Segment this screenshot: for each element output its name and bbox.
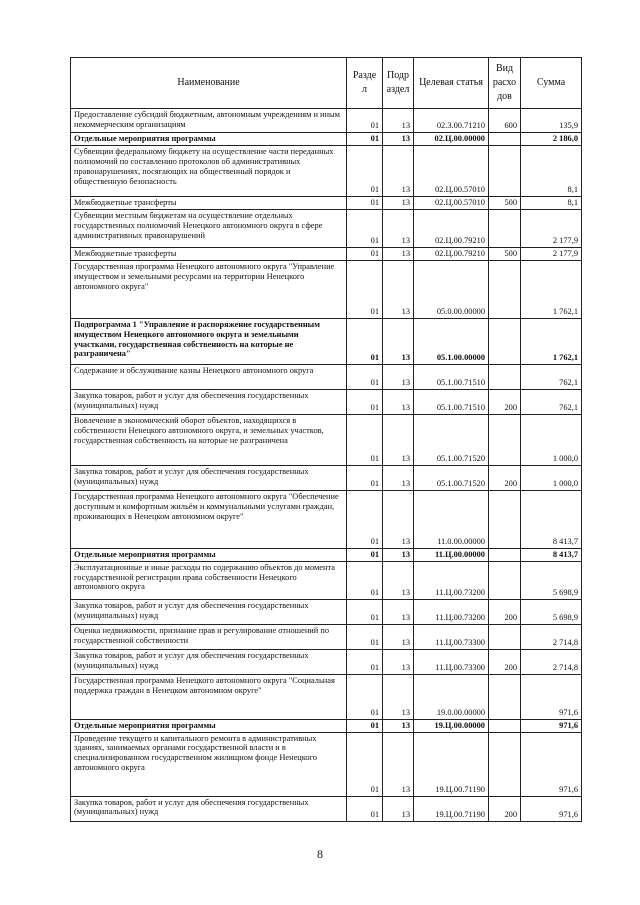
cell-sum: 971,6 — [521, 732, 582, 796]
cell-razdel: 01 — [347, 133, 383, 146]
cell-name: Государственная программа Ненецкого автономного округа "Управление имуществом и земельными ресурсами на территории Ненецкого автономного округа" — [71, 260, 347, 318]
cell-razdel: 01 — [347, 732, 383, 796]
cell-vid: 500 — [489, 247, 521, 260]
cell-podrazdel: 13 — [383, 260, 414, 318]
cell-vid: 200 — [489, 389, 521, 414]
cell-razdel: 01 — [347, 389, 383, 414]
cell-name: Государственная программа Ненецкого автономного округа "Обеспечение доступным и комфортным жильём и коммунальными услугами граждан, проживающих в Ненецком автономном округе" — [71, 490, 347, 548]
cell-target: 19.Ц.00.71190 — [414, 796, 489, 821]
cell-name: Содержание и обслуживание казны Ненецкого автономного округа — [71, 364, 347, 389]
cell-target: 11.0.00.00000 — [414, 490, 489, 548]
cell-podrazdel: 13 — [383, 364, 414, 389]
cell-podrazdel: 13 — [383, 389, 414, 414]
cell-sum: 8 413,7 — [521, 548, 582, 561]
cell-target: 02.Ц.00.79210 — [414, 247, 489, 260]
cell-name: Государственная программа Ненецкого автономного округа "Социальная поддержка граждан в Ненецком автономном округе" — [71, 674, 347, 719]
cell-sum: 2 177,9 — [521, 209, 582, 247]
cell-razdel: 01 — [347, 624, 383, 649]
cell-razdel: 01 — [347, 318, 383, 364]
cell-target: 11.Ц.00.73200 — [414, 561, 489, 599]
cell-vid — [489, 674, 521, 719]
cell-name: Закупка товаров, работ и услуг для обеспечения государственных (муниципальных) нужд — [71, 599, 347, 624]
cell-sum: 2 186,0 — [521, 133, 582, 146]
cell-vid — [489, 732, 521, 796]
cell-razdel: 01 — [347, 649, 383, 674]
cell-sum: 2 177,9 — [521, 247, 582, 260]
cell-razdel: 01 — [347, 109, 383, 133]
cell-razdel: 01 — [347, 196, 383, 209]
cell-podrazdel: 13 — [383, 674, 414, 719]
cell-razdel: 01 — [347, 145, 383, 196]
cell-sum: 762,1 — [521, 389, 582, 414]
cell-target: 05.1.00.71510 — [414, 389, 489, 414]
cell-name: Оценка недвижимости, признание прав и регулирование отношений по государственной собственности — [71, 624, 347, 649]
cell-vid — [489, 364, 521, 389]
page-number: 8 — [317, 847, 323, 861]
cell-podrazdel: 13 — [383, 732, 414, 796]
cell-name: Закупка товаров, работ и услуг для обеспечения государственных (муниципальных) нужд — [71, 465, 347, 490]
table-row — [71, 133, 582, 146]
cell-name: Вовлечение в экономический оборот объектов, находящихся в собственности Ненецкого автономного округа, и земельных участков, государственная собственность на которые не разграничена — [71, 414, 347, 465]
cell-target: 19.Ц.00.00000 — [414, 719, 489, 732]
cell-target: 05.1.00.71510 — [414, 364, 489, 389]
cell-sum: 8,1 — [521, 196, 582, 209]
cell-vid: 200 — [489, 465, 521, 490]
cell-name: Отдельные мероприятия программы — [71, 548, 347, 561]
table-row — [71, 465, 582, 490]
header-podrazdel: Подр аздел — [383, 58, 414, 109]
cell-name: Закупка товаров, работ и услуг для обеспечения государственных (муниципальных) нужд — [71, 796, 347, 821]
cell-name: Предоставление субсидий бюджетным, автономным учреждениям и иным некоммерческим организациям — [71, 109, 347, 133]
cell-podrazdel: 13 — [383, 109, 414, 133]
cell-podrazdel: 13 — [383, 133, 414, 146]
cell-sum: 5 698,9 — [521, 599, 582, 624]
table-row — [71, 109, 582, 133]
cell-sum: 5 698,9 — [521, 561, 582, 599]
table-row — [71, 364, 582, 389]
cell-razdel: 01 — [347, 364, 383, 389]
cell-sum: 1 762,1 — [521, 260, 582, 318]
table-row — [71, 260, 582, 318]
cell-target: 02.Ц.00.00000 — [414, 133, 489, 146]
table-row — [71, 796, 582, 821]
cell-vid — [489, 145, 521, 196]
cell-target: 02.Ц.00.57010 — [414, 196, 489, 209]
table-row — [71, 247, 582, 260]
table-row — [71, 145, 582, 196]
cell-razdel: 01 — [347, 260, 383, 318]
cell-vid: 200 — [489, 796, 521, 821]
table-row — [71, 719, 582, 732]
cell-target: 11.Ц.00.73300 — [414, 624, 489, 649]
cell-vid — [489, 624, 521, 649]
cell-podrazdel: 13 — [383, 548, 414, 561]
table-row — [71, 318, 582, 364]
cell-sum: 971,6 — [521, 796, 582, 821]
cell-name: Эксплуатационные и иные расходы по содержанию объектов до момента государственной регистрации права собственности Ненецкого автономного округа — [71, 561, 347, 599]
cell-podrazdel: 13 — [383, 624, 414, 649]
cell-target: 11.Ц.00.00000 — [414, 548, 489, 561]
cell-sum: 1 000,0 — [521, 465, 582, 490]
table-header-row — [71, 58, 582, 109]
cell-razdel: 01 — [347, 796, 383, 821]
cell-podrazdel: 13 — [383, 465, 414, 490]
cell-razdel: 01 — [347, 599, 383, 624]
cell-name: Проведение текущего и капитального ремонта в административных зданиях, занимаемых органами государственной власти и в специализированном государственном жилищном фонде Ненецкого автономного округа — [71, 732, 347, 796]
cell-sum: 2 714,8 — [521, 649, 582, 674]
table-row — [71, 196, 582, 209]
cell-podrazdel: 13 — [383, 490, 414, 548]
cell-sum: 1 762,1 — [521, 318, 582, 364]
cell-sum: 2 714,8 — [521, 624, 582, 649]
cell-name: Закупка товаров, работ и услуг для обеспечения государственных (муниципальных) нужд — [71, 389, 347, 414]
cell-podrazdel: 13 — [383, 414, 414, 465]
cell-razdel: 01 — [347, 209, 383, 247]
cell-target: 11.Ц.00.73200 — [414, 599, 489, 624]
header-sum: Сумма — [521, 58, 582, 109]
cell-name: Субвенции местным бюджетам на осуществление отдельных государственных полномочий Ненецкого автономного округа в сфере административных правонарушений — [71, 209, 347, 247]
cell-name: Межбюджетные трансферты — [71, 247, 347, 260]
cell-target: 05.1.00.00000 — [414, 318, 489, 364]
cell-podrazdel: 13 — [383, 196, 414, 209]
cell-target: 19.0.00.00000 — [414, 674, 489, 719]
table-row — [71, 209, 582, 247]
cell-razdel: 01 — [347, 247, 383, 260]
cell-podrazdel: 13 — [383, 145, 414, 196]
cell-podrazdel: 13 — [383, 318, 414, 364]
cell-vid — [489, 209, 521, 247]
cell-vid — [489, 414, 521, 465]
cell-sum: 135,9 — [521, 109, 582, 133]
cell-vid: 200 — [489, 649, 521, 674]
table-row — [71, 548, 582, 561]
cell-vid — [489, 719, 521, 732]
table-row — [71, 490, 582, 548]
cell-sum: 762,1 — [521, 364, 582, 389]
cell-target: 19.Ц.00.71190 — [414, 732, 489, 796]
cell-target: 05.0.00.00000 — [414, 260, 489, 318]
cell-name: Закупка товаров, работ и услуг для обеспечения государственных (муниципальных) нужд — [71, 649, 347, 674]
cell-podrazdel: 13 — [383, 649, 414, 674]
cell-target: 02.Ц.00.79210 — [414, 209, 489, 247]
cell-podrazdel: 13 — [383, 561, 414, 599]
table-row — [71, 674, 582, 719]
table-row — [71, 624, 582, 649]
cell-name: Отдельные мероприятия программы — [71, 719, 347, 732]
cell-podrazdel: 13 — [383, 796, 414, 821]
cell-vid — [489, 318, 521, 364]
cell-target: 05.1.00.71520 — [414, 465, 489, 490]
table-row — [71, 649, 582, 674]
cell-razdel: 01 — [347, 561, 383, 599]
header-razdel: Разде л — [347, 58, 383, 109]
table-body — [71, 109, 582, 822]
cell-target: 05.1.00.71520 — [414, 414, 489, 465]
cell-razdel: 01 — [347, 719, 383, 732]
cell-podrazdel: 13 — [383, 599, 414, 624]
table-row — [71, 599, 582, 624]
header-name: Наименование — [71, 58, 347, 109]
cell-razdel: 01 — [347, 674, 383, 719]
cell-razdel: 01 — [347, 465, 383, 490]
cell-name: Межбюджетные трансферты — [71, 196, 347, 209]
cell-target: 02.Ц.00.57010 — [414, 145, 489, 196]
table-row — [71, 389, 582, 414]
cell-vid — [489, 561, 521, 599]
cell-vid — [489, 490, 521, 548]
cell-sum: 8,1 — [521, 145, 582, 196]
cell-name: Отдельные мероприятия программы — [71, 133, 347, 146]
cell-podrazdel: 13 — [383, 247, 414, 260]
cell-target: 02.3.00.71210 — [414, 109, 489, 133]
header-vid: Вид расхо дов — [489, 58, 521, 109]
table-row — [71, 414, 582, 465]
table-row — [71, 561, 582, 599]
cell-vid — [489, 260, 521, 318]
cell-vid: 600 — [489, 109, 521, 133]
cell-podrazdel: 13 — [383, 719, 414, 732]
cell-name: Субвенции федеральному бюджету на осуществление части переданных полномочий по составлению протоколов об административных правонарушениях, посягающих на общественный порядок и общественную безопасность — [71, 145, 347, 196]
budget-table — [70, 57, 582, 822]
cell-razdel: 01 — [347, 414, 383, 465]
cell-podrazdel: 13 — [383, 209, 414, 247]
cell-name: Подпрограмма 1 "Управление и распоряжение государственным имуществом Ненецкого автономного округа и земельными участками, государственная собственность на которые не разграничена" — [71, 318, 347, 364]
cell-vid: 200 — [489, 599, 521, 624]
cell-sum: 8 413,7 — [521, 490, 582, 548]
cell-sum: 971,6 — [521, 674, 582, 719]
cell-vid — [489, 548, 521, 561]
header-target: Целевая статья — [414, 58, 489, 109]
cell-vid — [489, 133, 521, 146]
cell-razdel: 01 — [347, 548, 383, 561]
cell-vid: 500 — [489, 196, 521, 209]
cell-sum: 1 000,0 — [521, 414, 582, 465]
cell-razdel: 01 — [347, 490, 383, 548]
cell-sum: 971,6 — [521, 719, 582, 732]
cell-target: 11.Ц.00.73300 — [414, 649, 489, 674]
table-row — [71, 732, 582, 796]
